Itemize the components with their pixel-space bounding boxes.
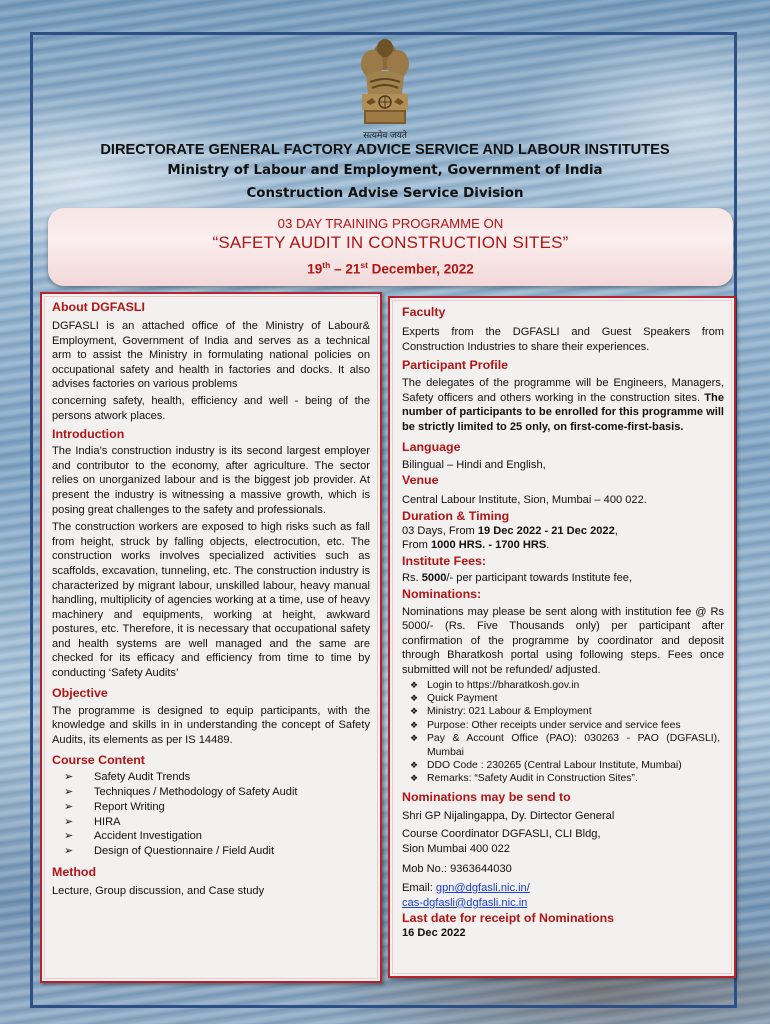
introduction-heading: Introduction <box>52 427 125 442</box>
programme-banner <box>48 208 733 286</box>
list-item: ❖ Login to https://bharatkosh.gov.in <box>410 679 580 691</box>
coordinator-name: Shri GP Nijalingappa, Dy. Dirtector General <box>402 809 615 822</box>
venue-heading: Venue <box>402 473 439 488</box>
about-paragraph: DGFASLI is an attached office of the Ministry of Labour& Employment, Government of India and serves as a technical arm to assist the Ministry in formulating national policies on occupational safety and health in factories and docks. It also advises factories on various problems <box>52 320 370 391</box>
duration-timing: From 1000 HRS. - 1700 HRS. <box>402 539 550 552</box>
duration-days: 03 Days, From 19 Dec 2022 - 21 Dec 2022, <box>402 524 618 537</box>
nominations-heading: Nominations: <box>402 586 482 601</box>
list-item: ➢ HIRA <box>64 815 121 828</box>
nominations-paragraph: Nominations may please be sent along with institution fee @ Rs 5000/- (Rs. Five Thousands only) per participant after confirmation of the programme by coordinator and deposit through Bharatkosh portal using following steps. Fees once submitted will not be refunded/ adjusted. <box>402 605 724 676</box>
language-heading: Language <box>402 439 461 454</box>
introduction-paragraph-2: The construction workers are exposed to high risks such as fall from height, struck by falling objects, electrocution, etc. The construction works involves specialized activities such as scaffolds, excavation, tunneling, etc. The construction industry is characterized by migrant labour, unskilled labour, heavy manual handling, multiplicity of agencies working at a time, use of heavy machinery and equipments, working at height, awkward postures, etc. Therefore, it is necessary that occupational safety and health systems are well managed and the same are checked for its efficacy and efficiency from time to time by conducting ‘Safety Audits’ <box>52 521 370 680</box>
participant-profile-paragraph: The delegates of the programme will be Engineers, Managers, Safety officers and others working in the construction sites. The number of participants to be enrolled for this programme will be strictly limited to 25 only, on first-come-first-basis. <box>402 377 724 433</box>
left-panel <box>40 292 382 983</box>
participant-profile-heading: Participant Profile <box>402 358 509 373</box>
right-panel <box>388 296 736 978</box>
ashoka-emblem-icon <box>352 36 418 140</box>
org-title: DIRECTORATE GENERAL FACTORY ADVICE SERVICE AND LABOUR INSTITUTES <box>100 142 670 158</box>
coordinator-title: Course Coordinator DGFASLI, CLI Bldg, <box>402 828 601 841</box>
fees-paragraph: Rs. 5000/- per participant towards Institute fee, <box>402 571 633 584</box>
arrow-bullet-icon: ➢ <box>64 815 74 828</box>
about-paragraph-2: concerning safety, health, efficiency and well - being of the persons atwork places. <box>52 394 370 422</box>
motto-text: सत्यमेव जयते <box>363 130 407 140</box>
list-item: ➢ Design of Questionnaire / Field Audit <box>64 844 275 857</box>
list-item: ❖ Purpose: Other receipts under service and service fees <box>410 719 681 731</box>
faculty-heading: Faculty <box>402 305 446 319</box>
email-line-2 <box>402 896 724 911</box>
arrow-bullet-icon: ➢ <box>64 786 74 799</box>
last-date-value: 16 Dec 2022 <box>402 927 466 940</box>
faculty-paragraph: Experts from the DGFASLI and Guest Speakers from Construction Industries to share their experiences. <box>402 326 724 353</box>
arrow-bullet-icon: ➢ <box>64 771 74 784</box>
diamond-bullet-icon: ❖ <box>410 692 419 703</box>
list-item: ➢ Report Writing <box>64 800 165 813</box>
method-heading: Method <box>52 864 97 879</box>
diamond-bullet-icon: ❖ <box>410 719 419 730</box>
last-date-heading: Last date for receipt of Nominations <box>402 911 615 926</box>
payment-steps-list <box>402 679 724 786</box>
venue-paragraph: Central Labour Institute, Sion, Mumbai – 400 022. <box>402 494 647 507</box>
introduction-paragraph-1: The India’s construction industry is its second largest employer and contributor to the economy, after agriculture. The sector relies on unorganized labour and is the biggest job provider. At present the industry is witnessing a massive growth, which is posing great challenges to the safety and professionals. <box>52 445 370 516</box>
ministry-title: Ministry of Labour and Employment, Government of India <box>167 163 603 178</box>
objective-paragraph: The programme is designed to equip participants, with the knowledge and skills in in understanding the concept of Safety Audits, its elements as per IS 14489. <box>52 704 370 746</box>
list-item: ❖ Quick Payment <box>410 692 498 704</box>
course-content-list <box>52 770 370 858</box>
programme-title: “SAFETY AUDIT IN CONSTRUCTION SITES” <box>212 233 569 252</box>
mobile-number: Mob No.: 9363644030 <box>402 862 512 875</box>
arrow-bullet-icon: ➢ <box>64 830 74 843</box>
list-item: ➢ Safety Audit Trends <box>64 771 191 784</box>
about-heading: About DGFASLI <box>52 300 145 314</box>
arrow-bullet-icon: ➢ <box>64 800 74 813</box>
list-item: ❖ Ministry: 021 Labour & Employment <box>410 706 592 718</box>
email-link-2[interactable]: cas-dgfasli@dgfasli.nic.in <box>402 896 528 909</box>
programme-days: 03 DAY TRAINING PROGRAMME ON <box>277 216 504 231</box>
duration-heading: Duration & Timing <box>402 508 510 523</box>
diamond-bullet-icon: ❖ <box>410 759 419 770</box>
send-to-heading: Nominations may be send to <box>402 789 571 804</box>
fees-heading: Institute Fees: <box>402 553 486 568</box>
list-item: ❖ Remarks: “Safety Audit in Construction Sites”. <box>410 773 638 785</box>
email-link-1[interactable]: gpn@dgfasli.nic.in/ <box>435 882 530 895</box>
division-title: Construction Advise Service Division <box>246 186 524 201</box>
diamond-bullet-icon: ❖ <box>410 773 419 784</box>
course-content-heading: Course Content <box>52 753 145 768</box>
list-item: ❖ Pay & Account Office (PAO): 030263 - PAO (DGFASLI), Mumbai <box>410 733 720 758</box>
list-item: ➢ Accident Investigation <box>64 830 202 843</box>
list-item: ❖ DDO Code : 230265 (Central Labour Institute, Mumbai) <box>410 759 682 771</box>
diamond-bullet-icon: ❖ <box>410 706 419 717</box>
language-paragraph: Bilingual – Hindi and English, <box>402 458 546 471</box>
list-item: ➢ Techniques / Methodology of Safety Audit <box>64 786 298 799</box>
diamond-bullet-icon: ❖ <box>410 733 419 744</box>
email-line: Email: gpn@dgfasli.nic.in/ <box>402 882 530 895</box>
coordinator-address: Sion Mumbai 400 022 <box>402 842 510 855</box>
programme-dates: 19th – 21st December, 2022 <box>307 260 474 277</box>
method-paragraph: Lecture, Group discussion, and Case study <box>52 884 265 897</box>
arrow-bullet-icon: ➢ <box>64 844 74 857</box>
objective-heading: Objective <box>52 685 108 700</box>
diamond-bullet-icon: ❖ <box>410 679 419 690</box>
